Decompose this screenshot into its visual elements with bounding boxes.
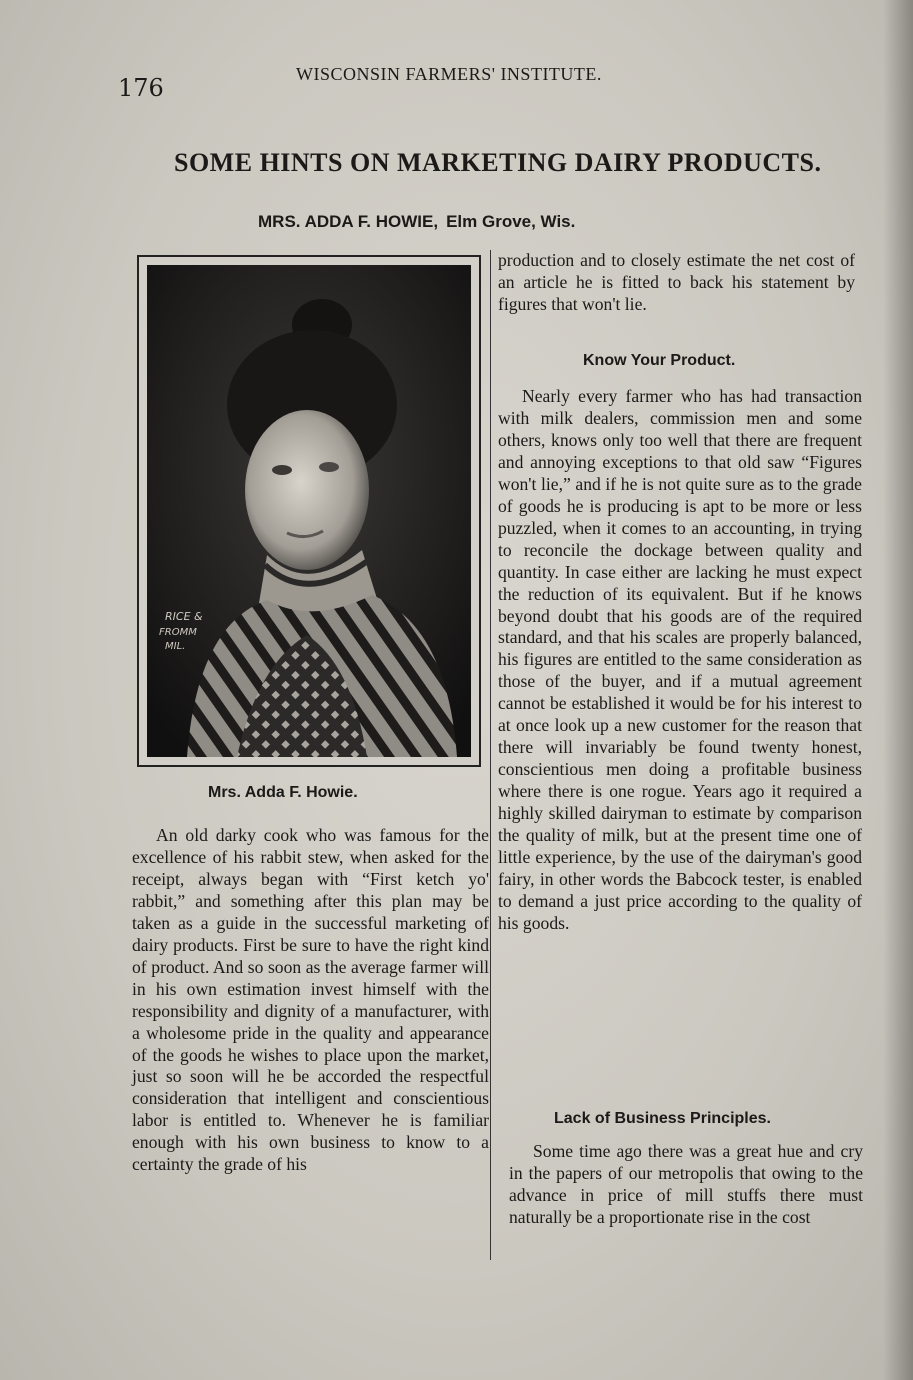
portrait-frame: [137, 255, 481, 767]
column-divider: [490, 250, 491, 1260]
section-heading: Lack of Business Principles.: [554, 1110, 771, 1127]
paragraph: Nearly every farmer who has had transaction with milk dealers, commission men and some others, knows only too well that there are frequent and annoying exceptions to that old saw “Figures won't lie,” and if he is not quite sure as to the grade of goods he is producing is apt to be more or less puzzled, when it comes to an accounting, in trying to reconcile the dockage between quality and quantity. In case either are lacking he must expect the reduction of its equivalent. But if he knows beyond doubt that his goods are of the required standard, and that his scales are properly balanced, his figures are entitled to the same consideration as those of the buyer, and if a mutual agreement cannot be established it would be for his interest to at once look up a new customer for the reason that there will invariably be found twenty honest, conscientious men doing a profitable business where there is one rogue. Years ago it required a highly skilled dairyman to estimate by comparison the quality of milk, but at the present time one of little experience, by the use of the dairyman's good fairy, in other words the Babcock tester, is enabled to demand a just price according to the quality of his goods.: [498, 386, 862, 933]
author-name: MRS. ADDA F. HOWIE,: [258, 212, 439, 231]
page-number: 176: [118, 74, 164, 102]
page-edge-shadow: [883, 0, 913, 1380]
paragraph: Some time ago there was a great hue and cry in the papers of our metropolis that owing to the advance in price of mill stuffs there must naturally be a proportionate rise in the cost: [509, 1141, 863, 1227]
right-column-intro: [498, 250, 855, 316]
svg-text:MIL.: MIL.: [165, 641, 186, 652]
portrait-illustration: [147, 265, 471, 757]
portrait-photo: [147, 265, 471, 757]
left-column: [132, 825, 489, 1176]
portrait-caption: Mrs. Adda F. Howie.: [208, 784, 358, 801]
running-head: WISCONSIN FARMERS' INSTITUTE.: [296, 64, 602, 84]
paragraph: An old darky cook who was famous for the excellence of his rabbit stew, when asked for the receipt, always began with “First ketch yo' rabbit,” and something after this plan may be taken as a guide in the successful marketing of dairy products. First be sure to have the right kind of product. And so soon as the average farmer will in his own estimation invest himself with the responsibility and dignity of a manufacturer, with a wholesome pride in the quality and appearance of the goods he wishes to place upon the market, just so soon will he be accorded the respectful consideration that intelligent and conscientious labor is entitled to. Whenever he is familiar enough with his own business to know to a certainty the grade of his: [132, 825, 489, 1175]
author-place: Elm Grove, Wis.: [446, 212, 576, 231]
svg-text:RICE &: RICE &: [165, 610, 203, 623]
author-line: [258, 212, 575, 232]
section-heading: Know Your Product.: [583, 352, 736, 369]
right-column-section-1: [498, 386, 862, 935]
article-title: SOME HINTS ON MARKETING DAIRY PRODUCTS.: [174, 148, 822, 177]
right-column-section-2: [509, 1141, 863, 1229]
svg-text:FROMM: FROMM: [159, 627, 197, 638]
paragraph: production and to closely estimate the net cost of an article he is fitted to back his statement by figures that won't lie.: [498, 250, 855, 314]
